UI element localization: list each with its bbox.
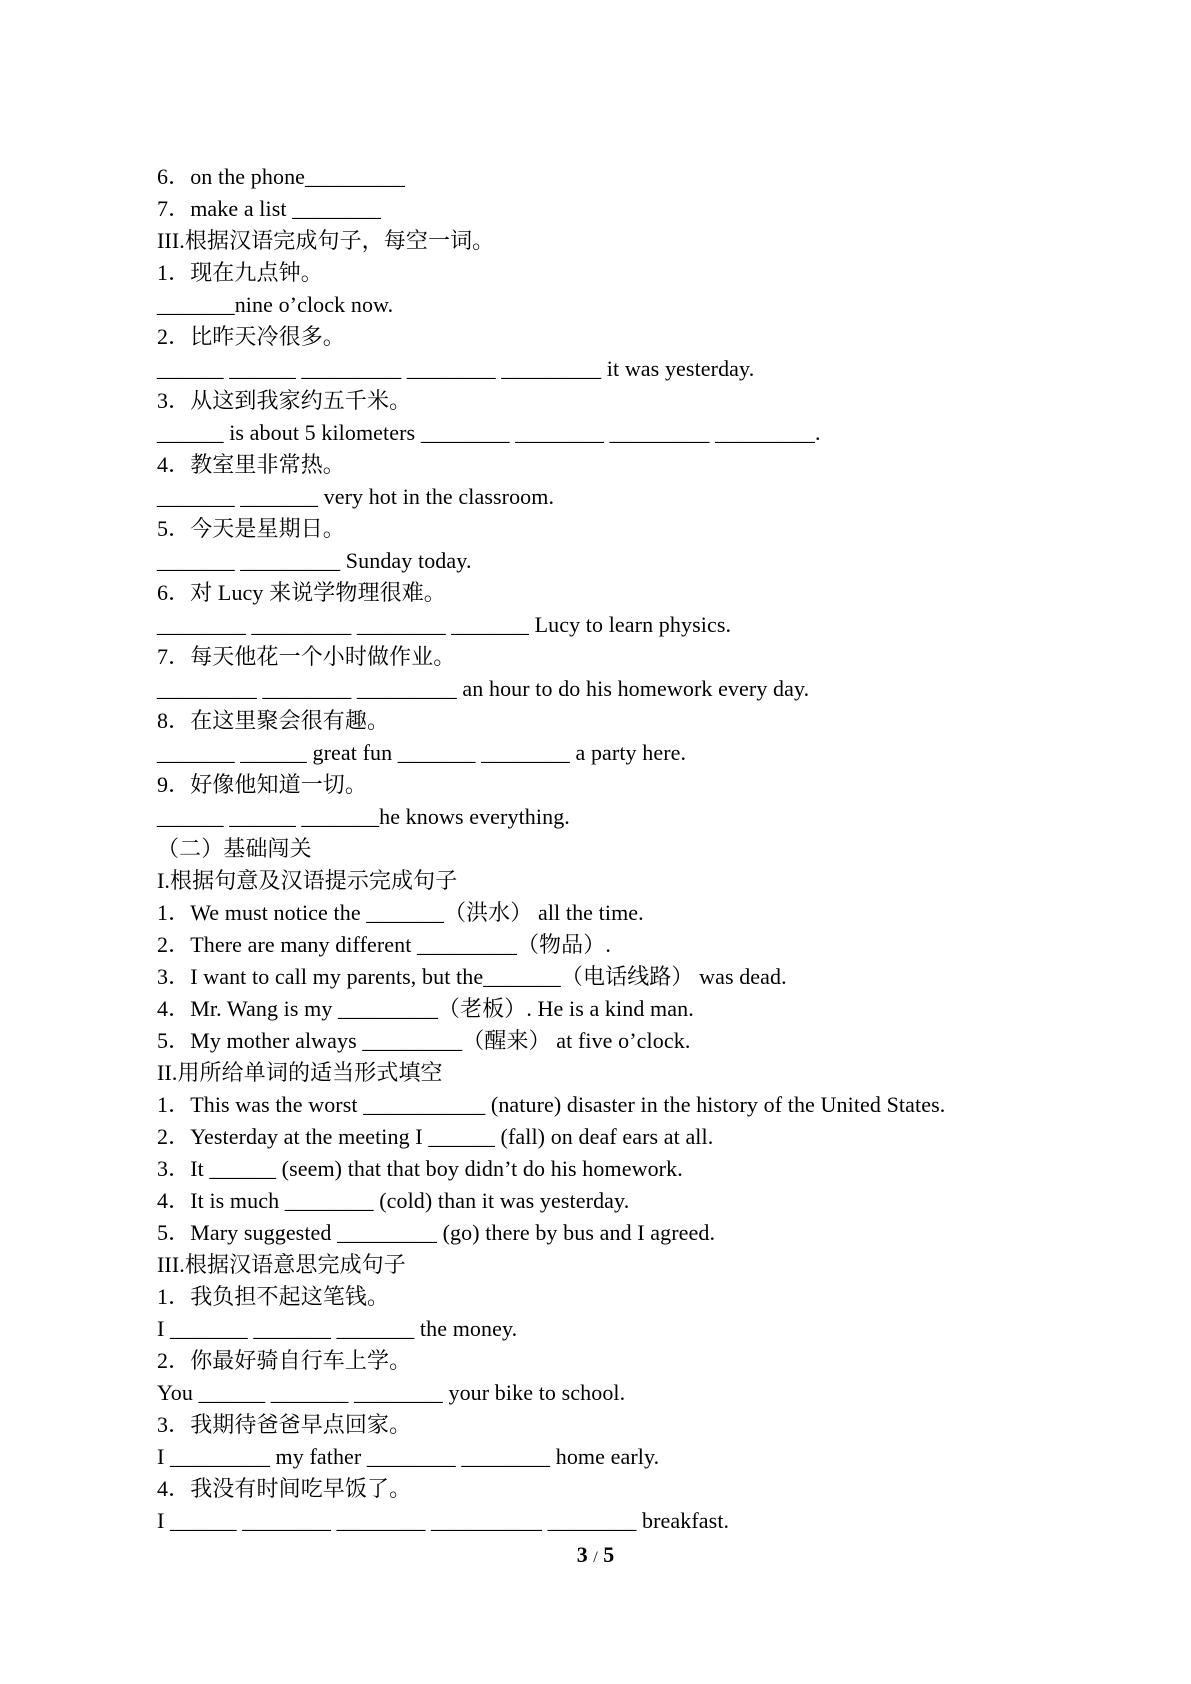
worksheet-line: 2．比昨天冷很多。 [157,324,345,349]
worksheet-line: 6．on the phone_________ [157,164,405,189]
worksheet-line: 4．Mr. Wang is my _________（老板）. He is a kind man. [157,996,694,1021]
worksheet-line: 4．我没有时间吃早饭了。 [157,1476,412,1501]
worksheet-line: _________ ________ _________ an hour to do his homework every day. [157,676,810,701]
worksheet-line: 8．在这里聚会很有趣。 [157,708,390,733]
worksheet-line: 6．对 Lucy 来说学物理很难。 [157,580,446,605]
worksheet-line: II.用所给单词的适当形式填空 [157,1060,443,1085]
worksheet-line: ______ ______ _______he knows everything. [157,804,570,829]
worksheet-line: 5．My mother always _________（醒来） at five o’clock. [157,1028,691,1053]
worksheet-line: I.根据句意及汉语提示完成句子 [157,868,458,893]
page-total: 5 [603,1542,615,1567]
worksheet-line: 2．There are many different _________（物品）. [157,932,611,957]
worksheet-line: 2．Yesterday at the meeting I ______ (fall) on deaf ears at all. [157,1124,714,1149]
worksheet-line: 4．It is much ________ (cold) than it was yesterday. [157,1188,630,1213]
worksheet-line: 5．Mary suggested _________ (go) there by bus and I agreed. [157,1220,716,1245]
worksheet-line: III.根据汉语完成句子，每空一词。 [157,228,495,253]
worksheet-line: ________ _________ ________ _______ Lucy to learn physics. [157,612,732,637]
worksheet-line: III.根据汉语意思完成句子 [157,1252,406,1277]
page-current: 3 [576,1542,588,1567]
worksheet-line: 1．We must notice the _______（洪水） all the time. [157,900,644,925]
worksheet-line: 2．你最好骑自行车上学。 [157,1348,412,1373]
page-number [0,1542,1191,1568]
worksheet-line: 9．好像他知道一切。 [157,772,368,797]
worksheet-line: 1．现在九点钟。 [157,260,323,285]
worksheet-line: 3．It ______ (seem) that that boy didn’t do his homework. [157,1156,683,1181]
worksheet-line: 7．make a list ________ [157,196,382,221]
worksheet-line: ______ ______ _________ ________ _________ it was yesterday. [157,356,755,381]
page-separator: / [593,1549,598,1566]
worksheet-line: 3．I want to call my parents, but the_______（电话线路） was dead. [157,964,787,989]
worksheet-line: 3．从这到我家约五千米。 [157,388,412,413]
worksheet-line: I _________ my father ________ ________ home early. [157,1444,660,1469]
worksheet-line: 7．每天他花一个小时做作业。 [157,644,456,669]
worksheet-line: 1．This was the worst ___________ (nature) disaster in the history of the United States. [157,1092,946,1117]
worksheet-line: 5．今天是星期日。 [157,516,345,541]
worksheet-line: （二）基础闯关 [157,836,312,861]
worksheet-line: ______ is about 5 kilometers ________ ________ _________ _________. [157,420,821,445]
worksheet-line: You ______ _______ ________ your bike to school. [157,1380,626,1405]
worksheet-line: _______ _________ Sunday today. [157,548,472,573]
worksheet-line: 4．教室里非常热。 [157,452,345,477]
worksheet-line: I ______ ________ ________ __________ ________ breakfast. [157,1508,730,1533]
worksheet-line: _______ _______ very hot in the classroom. [157,484,555,509]
worksheet-line: I _______ _______ _______ the money. [157,1316,518,1341]
worksheet-line: _______ ______ great fun _______ ________ a party here. [157,740,687,765]
worksheet-line: 3．我期待爸爸早点回家。 [157,1412,412,1437]
worksheet-body [157,161,1057,1537]
worksheet-line: _______nine o’clock now. [157,292,394,317]
worksheet-line: 1．我负担不起这笔钱。 [157,1284,390,1309]
